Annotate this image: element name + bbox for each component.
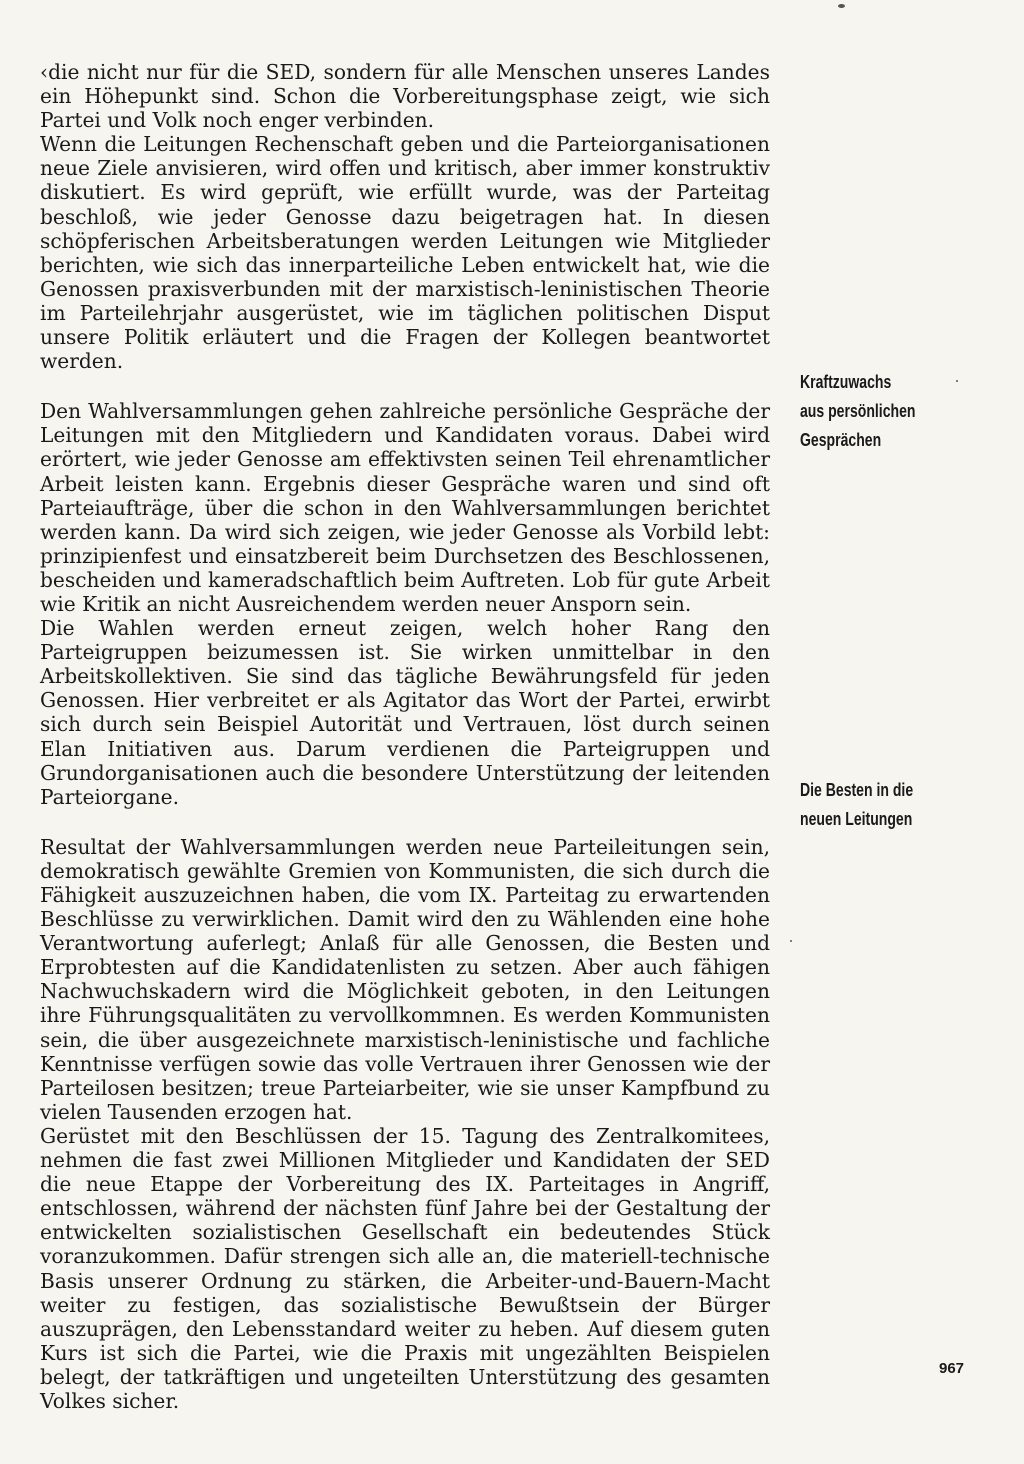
paragraph: Die Wahlen werden erneut zeigen, welch hoher Rang den Parteigruppen beizumessen ist. Sie wirken unmittelbar in den Arbeitskollektiven. Sie sind das tägliche Bewährungsfeld für jeden Genossen. Hier verbreitet er als Agitator das Wort der Partei, erwirbt sich durch sein Beispiel Autorität und Vertrauen, löst durch seinen Elan Initiativen aus. Darum verdienen die Parteigruppen und Grundorganisationen auch die besondere Unterstützung der leitenden Parteiorgane. [40,616,770,809]
margin-heading-line: neuen Leitungen [800,809,913,829]
margin-heading-line: Kraftzuwachs [800,372,892,392]
margin-heading-line: aus persönlichen [800,401,916,421]
margin-heading-kraftzuwachs [800,368,964,455]
paragraph: Wenn die Leitungen Rechenschaft geben und die Parteiorganisationen neue Ziele anvisieren, wird offen und kritisch, aber immer konstruktiv diskutiert. Es wird geprüft, wie erfüllt wurde, was der Parteitag beschloß, wie jeder Genosse dazu beigetragen hat. In diesen schöpferischen Arbeitsberatungen werden Leitungen wie Mitglieder berichten, wie sich das innerparteiliche Leben entwickelt hat, wie die Genossen praxisverbunden mit der marxistisch-leninistischen Theorie im Parteilehrjahr ausgerüstet, wie im täglichen politischen Disput unsere Politik erläutert und die Fragen der Kollegen beantwortet werden. [40,132,770,374]
section-2 [40,399,770,809]
section-1 [40,60,770,373]
paragraph: ‹die nicht nur für die SED, sondern für alle Menschen unseres Landes ein Höhepunkt sind. Schon die Vorbereitungsphase zeigt, wie sich Partei und Volk noch enger verbinden. [40,60,770,133]
main-text-column [40,60,770,1413]
margin-heading-die-besten [800,776,964,834]
scan-speck [790,940,792,942]
paragraph: Den Wahlversammlungen gehen zahlreiche persönliche Gespräche der Leitungen mit den Mitgliedern und Kandidaten voraus. Dabei wird erörtert, wie jeder Genosse am effektivsten seinen Teil ehrenamtlicher Arbeit leisten kann. Ergebnis dieser Gespräche waren und sind oft Parteiaufträge, über die schon in den Wahlversammlungen berichtet werden kann. Da wird sich zeigen, wie jeder Genosse als Vorbild lebt: prinzipienfest und einsatzbereit beim Durchsetzen des Beschlossenen, bescheiden und kameradschaftlich beim Auftreten. Lob für gute Arbeit wie Kritik an nicht Ausreichendem werden neuer Ansporn sein. [40,399,770,616]
margin-heading-line: Die Besten in die [800,780,914,800]
scan-speck [956,380,958,382]
margin-heading-line: Gesprächen [800,430,882,450]
scan-speck [838,4,845,8]
paragraph: Gerüstet mit den Beschlüssen der 15. Tagung des Zentralkomitees, nehmen die fast zwei Millionen Mitglieder und Kandidaten der SED die neue Etappe der Vorbereitung des IX. Parteitages in Angriff, entschlossen, während der nächsten fünf Jahre bei der Gestaltung der entwickelten sozialistischen Gesellschaft ein bedeutendes Stück voranzukommen. Dafür strengen sich alle an, die materiell-technische Basis unserer Ordnung zu stärken, die Arbeiter-und-Bauern-Macht weiter zu festigen, das sozialistische Bewußtsein der Bürger auszuprägen, den Lebensstandard weiter zu heben. Auf diesem guten Kurs ist sich die Partei, wie die Praxis mit ungezählten Beispielen belegt, der tatkräftigen und ungeteilten Unterstützung des gesamten Volkes sicher. [40,1123,770,1413]
paragraph: Resultat der Wahlversammlungen werden neue Parteileitungen sein, demokratisch gewählte Gremien von Kommunisten, die sich durch die Fähigkeit auszuzeichnen haben, die vom IX. Parteitag zu erwartenden Beschlüsse zu verwirklichen. Damit wird den zu Wählenden eine hohe Verantwortung auferlegt; Anlaß für alle Genossen, die Besten und Erprobtesten auf die Kandidatenlisten zu setzen. Aber auch fähigen Nachwuchskadern wird die Möglichkeit geboten, in den Leitungen ihre Führungsqualitäten zu vervollkommnen. Es werden Kommunisten sein, die über ausgezeichnete marxistisch-leninistische und fachliche Kenntnisse verfügen sowie das volle Vertrauen ihrer Genossen wie der Parteilosen besitzen; treue Parteiarbeiter, wie sie unser Kampfbund zu vielen Tausenden erzogen hat. [40,834,770,1124]
page-number: 967 [939,1360,965,1377]
section-3 [40,835,770,1413]
